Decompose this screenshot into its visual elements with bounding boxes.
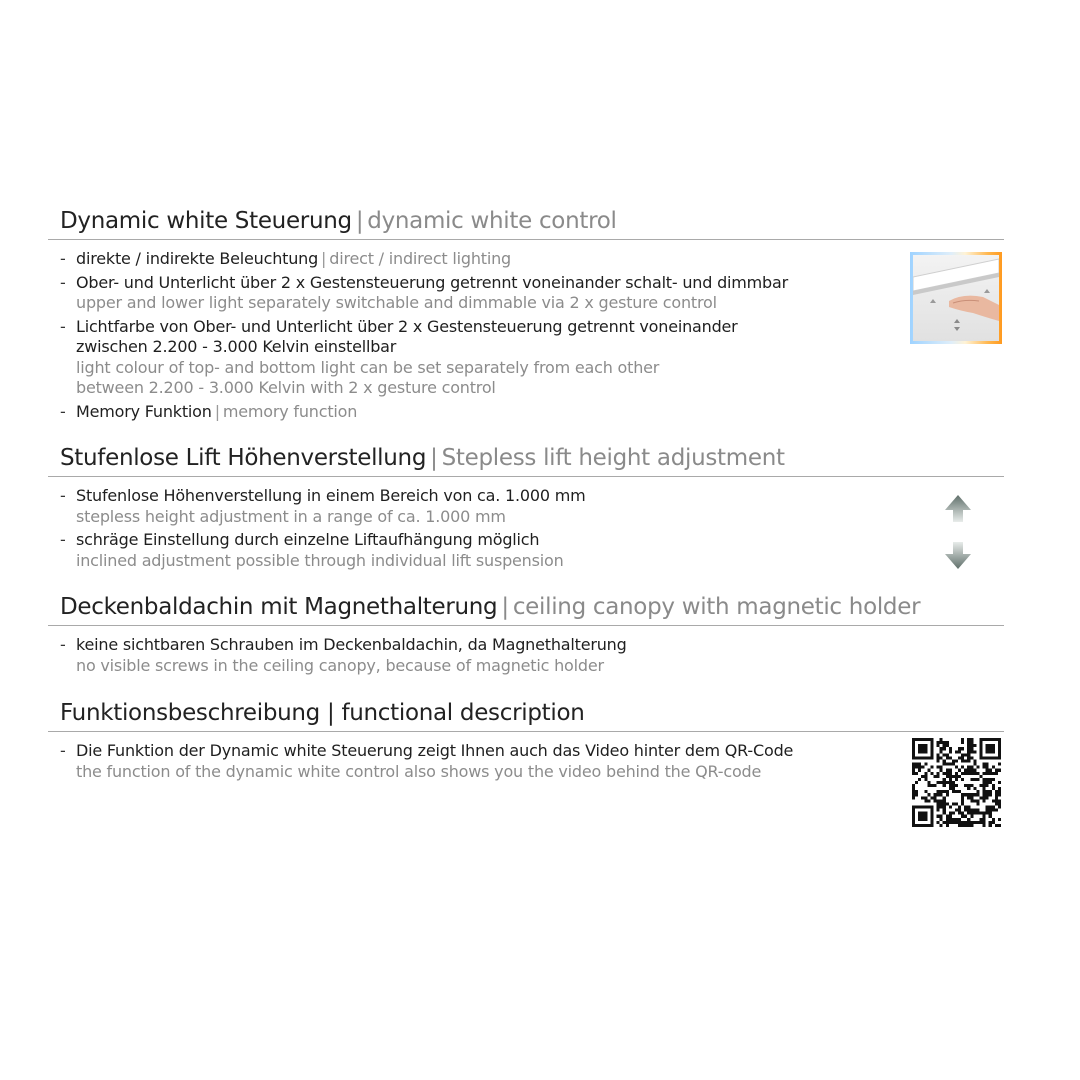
feature-list — [48, 486, 1004, 571]
list-item — [60, 530, 1004, 571]
item-separator: | — [321, 249, 327, 268]
list-item — [60, 402, 1004, 423]
arrow-down-icon — [945, 542, 971, 569]
item-de: - Die Funktion der Dynamic white Steuerung zeigt Ihnen auch das Video hinter dem QR-Code — [76, 741, 794, 760]
heading-de: Dynamic white Steuerung — [60, 208, 352, 234]
height-adjustment-arrows-icon — [940, 492, 976, 572]
item-en: memory function — [222, 401, 358, 421]
item-de-line2: zwischen 2.200 - 3.000 Kelvin einstellbar — [76, 337, 397, 356]
heading-de: Deckenbaldachin mit Magnethalterung — [60, 594, 498, 620]
item-en: light colour of top- and bottom light can be set separately from each other — [76, 357, 660, 377]
item-de: Memory Funktion — [76, 401, 212, 421]
heading-separator: | — [355, 208, 364, 234]
section-ceiling-canopy — [48, 592, 1004, 679]
item-de: - Stufenlose Höhenverstellung in einem Bereich von ca. 1.000 mm — [76, 486, 586, 505]
section-heading — [48, 443, 1004, 477]
list-item — [60, 273, 1004, 314]
gesture-control-icon — [910, 252, 1002, 344]
item-en: no visible screws in the ceiling canopy, because of magnetic holder — [76, 655, 604, 675]
section-dynamic-white — [48, 206, 1004, 425]
item-de: - keine sichtbaren Schrauben im Deckenbaldachin, da Magnethalterung — [76, 635, 627, 654]
heading-separator: | — [430, 445, 438, 471]
list-item — [60, 249, 1004, 270]
section-heading: Funktionsbeschreibung | functional description — [48, 698, 1004, 732]
feature-list — [48, 741, 1004, 782]
list-item — [60, 317, 1004, 399]
item-de: - schräge Einstellung durch einzelne Liftaufhängung möglich — [76, 530, 540, 549]
list-item — [60, 741, 1004, 782]
item-de: - Ober- und Unterlicht über 2 x Gestensteuerung getrennt voneinander schalt- und dimmbar — [76, 272, 788, 292]
arrow-up-icon — [945, 495, 971, 522]
heading-de: Stufenlose Lift Höhenverstellung — [60, 445, 427, 471]
item-separator: | — [214, 401, 220, 421]
heading-en: Stepless lift height adjustment — [441, 445, 785, 471]
section-lift-height — [48, 443, 1004, 574]
feature-list — [48, 635, 1004, 676]
gesture-illustration — [913, 255, 999, 341]
heading-en: dynamic white control — [367, 208, 617, 234]
item-en: direct / indirect lighting — [329, 249, 511, 268]
feature-list — [48, 249, 1004, 422]
heading-en: ceiling canopy with magnetic holder — [512, 594, 921, 620]
list-item — [60, 486, 1004, 527]
item-de: direkte / indirekte Beleuchtung — [76, 249, 319, 268]
list-item — [60, 635, 1004, 676]
heading-separator: | — [501, 594, 509, 620]
item-en: the function of the dynamic white control also shows you the video behind the QR-code — [76, 761, 762, 781]
item-en: upper and lower light separately switchable and dimmable via 2 x gesture control — [76, 293, 717, 312]
section-heading — [48, 592, 1004, 626]
item-de: - Lichtfarbe von Ober- und Unterlicht über 2 x Gestensteuerung getrennt voneinander — [76, 316, 738, 336]
item-en-line2: between 2.200 - 3.000 Kelvin with 2 x gesture control — [76, 378, 496, 397]
item-en: stepless height adjustment in a range of ca. 1.000 mm — [76, 506, 506, 526]
section-functional-description — [48, 698, 1004, 785]
section-heading — [48, 206, 1004, 240]
qr-code[interactable] — [912, 738, 1001, 827]
item-en: inclined adjustment possible through individual lift suspension — [76, 550, 564, 570]
